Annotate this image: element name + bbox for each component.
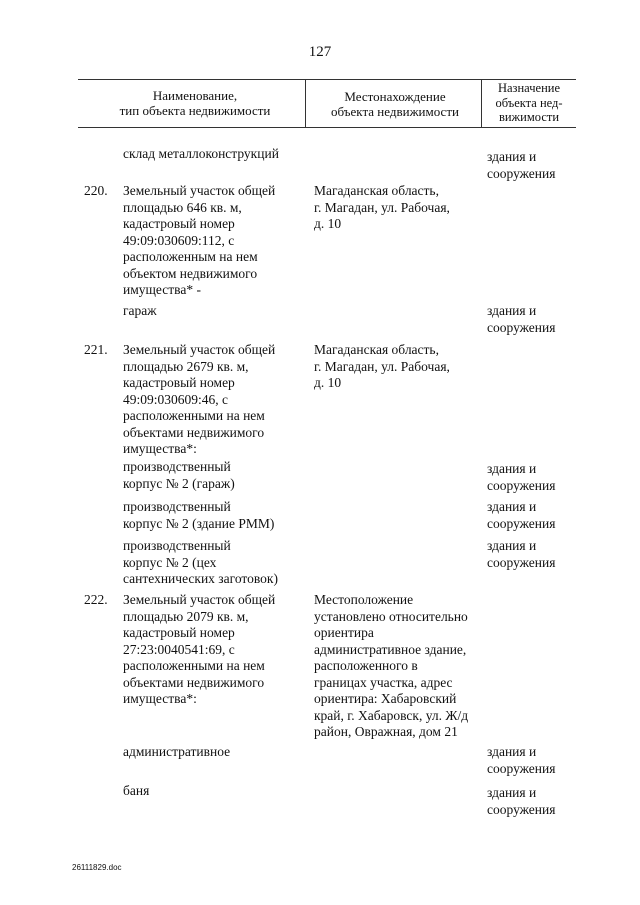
table-row-name: Земельный участок общей площадью 646 кв. м, кадастровый номер 49:09:030609:112, с расположенным на нем объектом недвижимого имущества* - [123, 183, 276, 297]
table-row-purpose: здания и сооружения [487, 538, 556, 570]
page-number: 127 [308, 44, 332, 60]
table-row-name: гараж [123, 303, 157, 318]
table-header-top-rule [78, 79, 576, 80]
table-row-name: производственный корпус № 2 (гараж) [123, 459, 235, 491]
table-row-location: Магаданская область, г. Магадан, ул. Рабочая, д. 10 [314, 342, 450, 390]
table-row-number: 221. [84, 342, 108, 357]
table-row-location: Магаданская область, г. Магадан, ул. Рабочая, д. 10 [314, 183, 450, 231]
header-location-column: Местонахождение объекта недвижимости [331, 89, 459, 119]
table-row-name: производственный корпус № 2 (здание РММ) [123, 499, 275, 531]
table-row-purpose: здания и сооружения [487, 461, 556, 493]
table-row-name: склад металлоконструкций [123, 146, 279, 161]
table-row-purpose: здания и сооружения [487, 303, 556, 335]
header-name-column: Наименование, тип объекта недвижимости [119, 88, 271, 118]
table-row-name: производственный корпус № 2 (цех сантехнических заготовок) [123, 538, 278, 586]
header-purpose-column: Назначение объекта нед- вижимости [495, 81, 563, 124]
table-header-bottom-rule [78, 127, 576, 128]
table-row-name: Земельный участок общей площадью 2679 кв. м, кадастровый номер 49:09:030609:46, с расположенными на нем объектами недвижимого имущества*: [123, 342, 276, 456]
table-row-name: баня [123, 783, 150, 798]
table-row-purpose: здания и сооружения [487, 149, 556, 181]
table-row-location: Местоположение установлено относительно ориентира административное здание, расположенного в границах участка, адрес ориентира: Хабаровский край, г. Хабаровск, ул. Ж/д район, Овражная, дом 21 [314, 592, 469, 739]
table-row-name: административное [123, 744, 231, 759]
table-row-purpose: здания и сооружения [487, 785, 556, 817]
table-row-number: 222. [84, 592, 108, 607]
table-row-purpose: здания и сооружения [487, 744, 556, 776]
table-row-name: Земельный участок общей площадью 2079 кв. м, кадастровый номер 27:23:0040541:69, с расположенными на нем объектами недвижимого имущества*: [123, 592, 276, 706]
header-column-divider [305, 79, 306, 127]
table-row-number: 220. [84, 183, 108, 198]
document-footer-filename: 26111829.doc [72, 863, 122, 872]
table-row-purpose: здания и сооружения [487, 499, 556, 531]
header-column-divider [481, 79, 482, 127]
